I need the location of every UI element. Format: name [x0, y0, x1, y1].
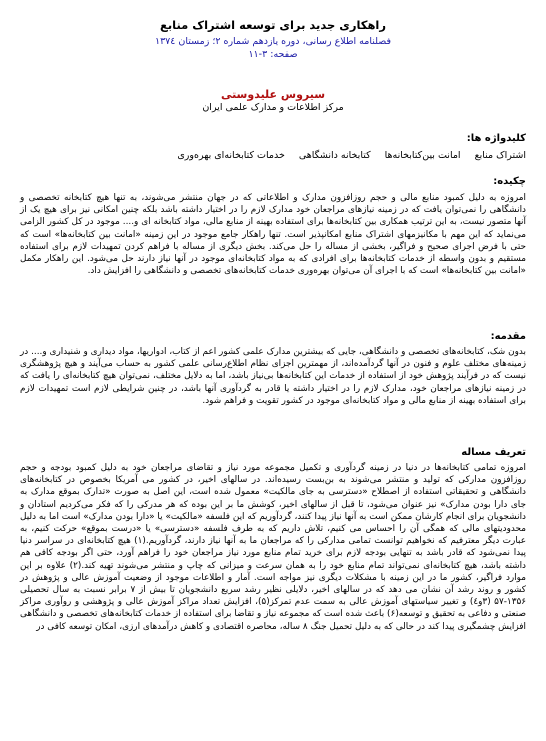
- journal-info: فصلنامه اطلاع رسانی، دوره یازدهم شماره ۲؛ زمستان ۱۳۷٤: [154, 36, 392, 47]
- author-name: سیروس علیدوستی: [220, 88, 326, 101]
- abstract-text: امروزه به دلیل کمبود منابع مالی و حجم روزافزون مدارک و اطلاعاتی که در جهان منتشر می‌شوند، به تنها هیچ کتابخانه تخصصی و دانشگاهی را نمی‌توان یافت که در زمینه نیازهای مراجعان خود مدارک لازم را در اختیار داشته باشد بلکه چنین امکانی نیز برای هیچ یک از آنها متصور نیست، به این ترتیب همکاری بین کتابخانه‌ها برای استفاده بهینه از منابع مالی، مواد کتابخانه ای و.... موجود در کل کشور الزامی می‌نماید که این مهم با مکانیزمهای اشتراک منابع امکانپذیر است. تنها راهکار جامع موجود در این زمینه «امانت بین کتابخانه‌ها» است که حتی با فرض اجرای صحیح و فراگیر، بخشی از مساله را حل می‌کند. بخش دیگری از مساله با فراهم کردن تمهیدات لازم برای استفاده مستقیم و بدون واسطه از خدمات کتابخانه‌ها برای افرادی که به مواد کتابخانه‌ای موجود در آنها نیاز دارند حل می‌شود. این راهکار مکمل «امانت بین کتابخانه‌ها» است که با اجرای آن می‌توان بهره‌وری خدمات کتابخانه‌های تخصصی و دانشگاهی را افزایش داد.: [20, 193, 526, 277]
- keywords-heading: کلیدواژه ها:: [466, 133, 526, 144]
- page-range: صفحه: ۳-۱۱: [248, 49, 298, 60]
- keyword: کتابخانه دانشگاهی: [298, 150, 371, 161]
- problem-heading: تعریف مساله: [461, 447, 526, 458]
- problem-text: امروزه تمامی کتابخانه‌ها در دنیا در زمینه گردآوری و تکمیل مجموعه مورد نیاز و تقاضای مراجعان خود به دلیل کمبود بودجه و حجم روزافزون مدارکی که تولید و منتشر می‌شوند به بن‌بست رسیده‌اند. در سالهای اخیر، در کشور می آمریکا بخصوص در کتابخانه‌های دانشگاهی و تحقیقاتی استفاده از اصطلاح «دسترسی به جای مالکیت» معمول شده است، این اصل به صورت «تدارک بموقع مدارک به جای دارا بودن مدارک» نیز عنوان می‌شود، تا قبل از سالهای اخیر، کوشش ما بر این بوده که هر مدرکی را که فکر می‌کردیم استادان و دانشجویان برای انجام کارشان ممکن است به آنها نیاز پیدا کنند، گردآوریم که این فلسفه «مالکیت» یا «دارا بودن مدارک» است اما به دلیل محدودیتهای مالی که همگی آن را احساس می کنیم، تلاش داریم که به طرف فلسفه «دسترسی» یا «درست بموقع» حرکت کنیم، به عبارت دیگر معترفیم که نخواهیم توانست تمامی مدارکی را که مراجعان ما به آنها نیاز دارند، گردآوریم.(۱) هیچ کتابخانه‌ای در سراسر دنیا پیدا نمی‌شود که قادر باشد به تنهایی بودجه لازم برای خرید تمام منابع مورد نیاز مراجعان خود را فراهم آورد، حتی اگر بودجه کافی هم داشته باشد، هیچ کتابخانه‌ای نمی‌تواند تمام منابع خود را به همان سرعت و میزانی که چاپ و منتشر می‌شوند تهیه کند.(۲) علاوه بر این موارد فراگیر، کشور ما در این زمینه با مشکلات دیگری نیز مواجه است. آمار و اطلاعات موجود از وضعیت آموزش عالی و پژوهش در کشور و روند رشد آن نشان می دهد که در سالهای اخیر، دلایلی نظیر رشد سریع دانشجویان تا بیش از ۷ برابر نسبت به سال تحصیلی ۱۳۵۶-۵۷ (۳و٤) و تغییر سیاستهای آموزش عالی به سمت عدم تمرکز(۵)، افزایش تعداد مراکز آموزش عالی و پژوهشی و روآوری مراکز صنعتی و دفاعی به تحقیق و توسعه(۶) باعث شده است که مجموعه نیاز و تقاضا برای استفاده از خدمات کتابخانه‌های تخصصی و دانشگاهی افزایش چشمگیری پیدا کند در حالی که به دلیل تحمیل جنگ ۸ ساله، محاصره اقتصادی و کاهش درآمدهای ارزی، امکان توسعه کافی در: [20, 463, 527, 632]
- intro-heading: مقدمه:: [490, 331, 526, 342]
- intro-text: بدون شک، کتابخانه‌های تخصصی و دانشگاهی، جایی که بیشترین مدارک علمی کشور اعم از کتاب، ادواریها، مواد دیداری و شنیداری و.... در زمینه‌های مختلف علوم و فنون در آنها گردآمده‌اند، از مهمترین اجزای نظام اطلاع‌رسانی علمی کشور به حساب می‌آیند و هیچ پژوهشگری نیست که در فرآیند پژوهش خود از استفاده از خدمات این کتابخانه‌ها بی‌نیاز باشد، اما به دلایل مختلف، نمی‌توان هیچ کتابخانه‌ای را یافت که در زمینه نیازهای مراجعان خود، مدارک لازم را در اختیار داشته یا قادر به گردآوری آنها باشد، در چنین شرایطی لازم است تمهیدات لازم برای استفاده بهینه از منابع مالی و مواد کتابخانه‌ای موجود در کشور تقویت و فراهم شود.: [20, 347, 526, 406]
- keywords-list: [26, 150, 526, 161]
- author-affiliation: مرکز اطلاعات و مدارک علمی ایران: [202, 102, 344, 113]
- article-title: راهکاری جدید برای توسعه اشتراک منابع: [160, 18, 386, 32]
- keyword: خدمات کتابخانه‌ای بهره‌وری: [177, 150, 285, 161]
- abstract-heading: چکیده:: [493, 176, 526, 187]
- keyword: اشتراک منابع: [474, 150, 526, 161]
- keyword: امانت بین‌کتابخانه‌ها: [384, 150, 461, 161]
